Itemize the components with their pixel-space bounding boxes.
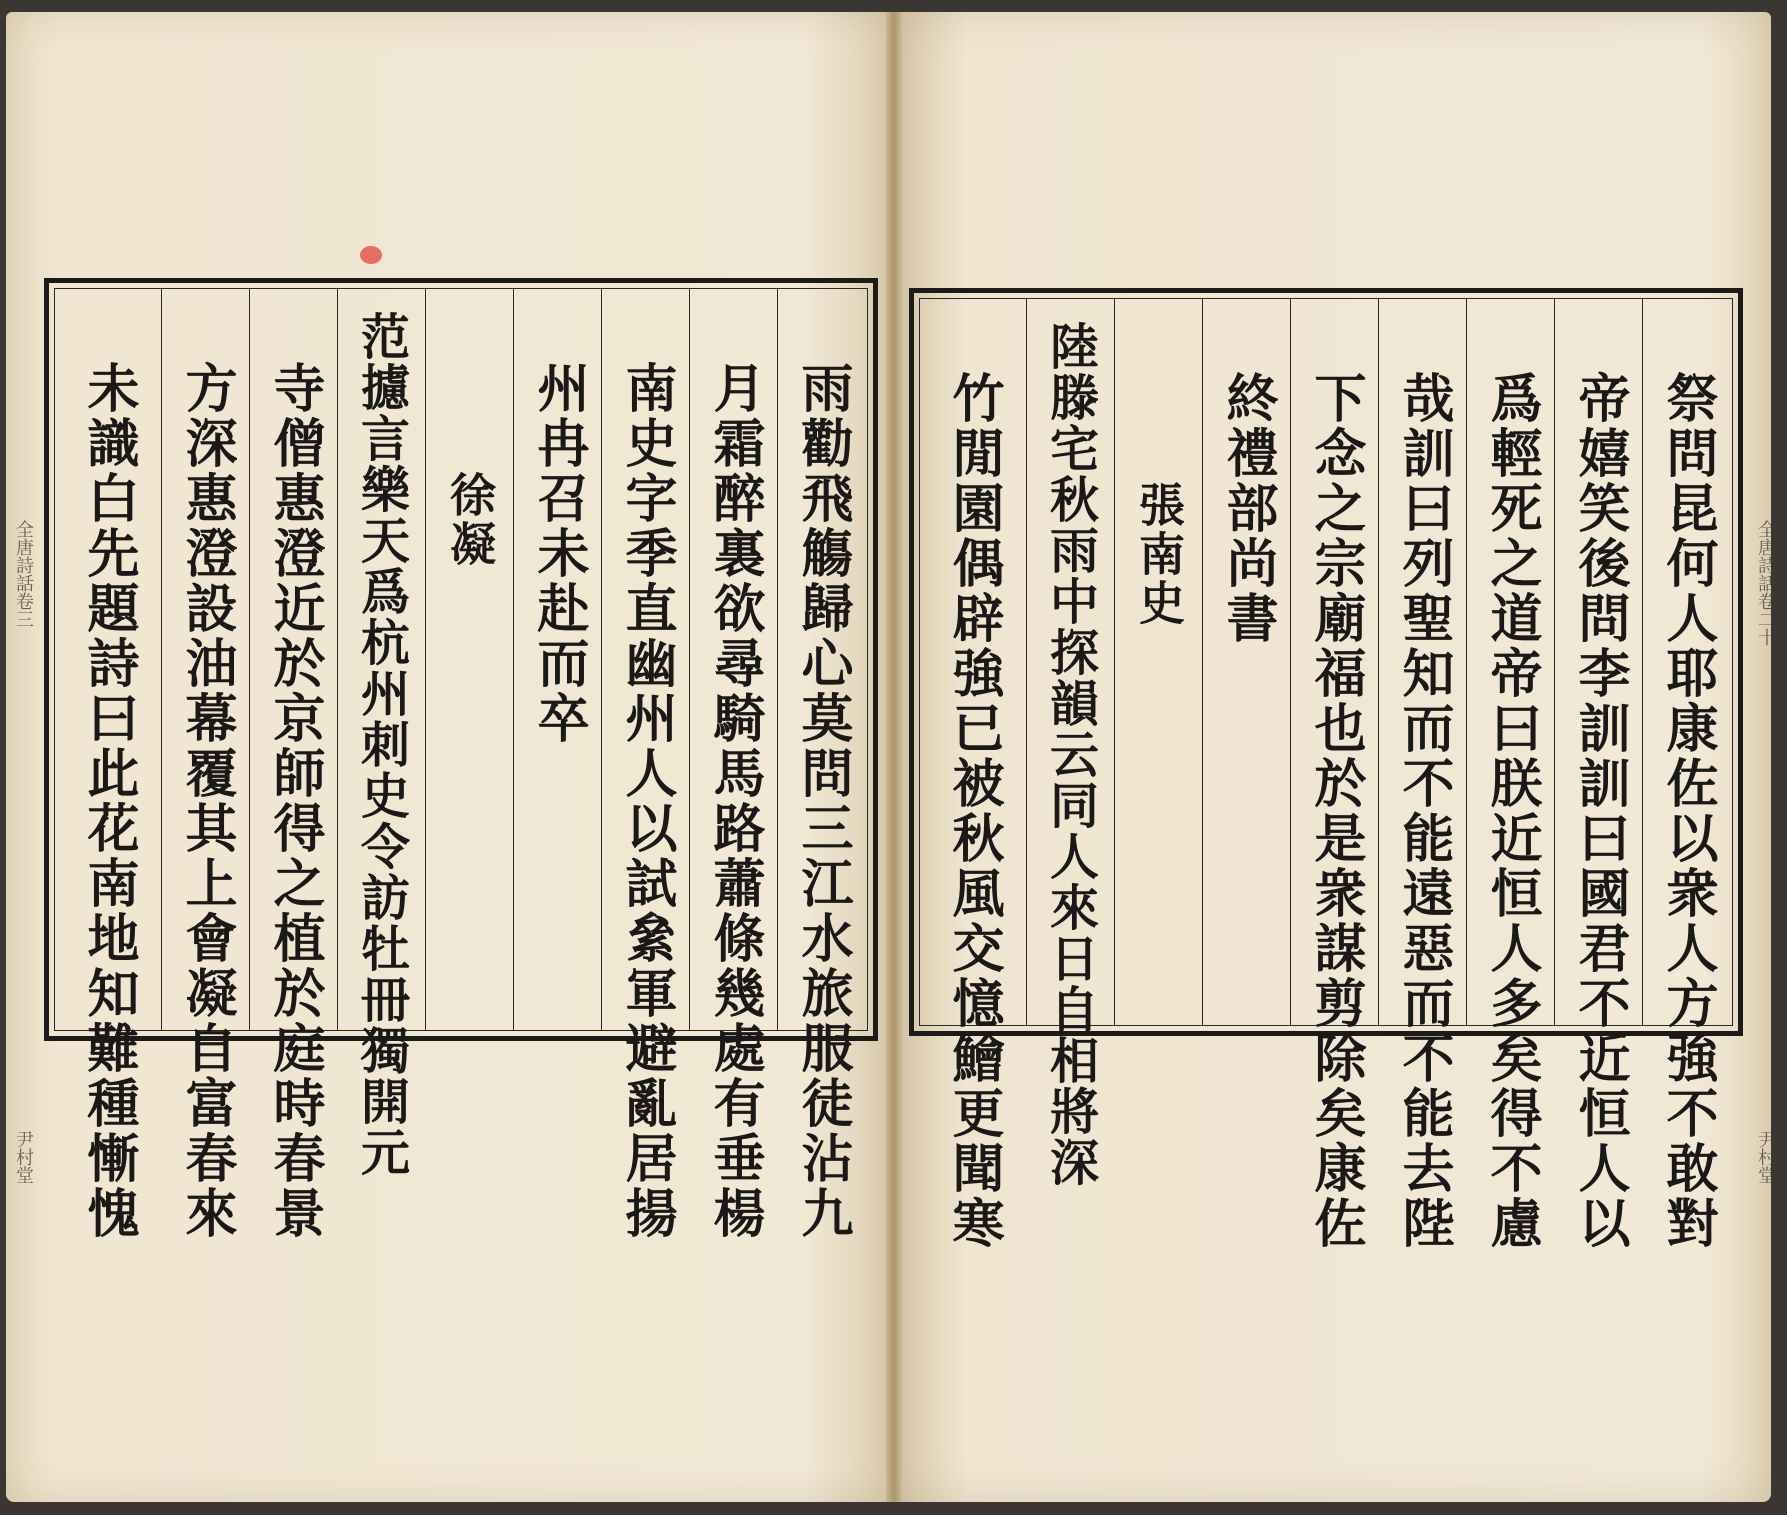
left-column-9 bbox=[55, 289, 161, 1241]
right-column-8-text: 陸滕宅秋雨中探韻云同人來日自相將深 bbox=[1042, 321, 1101, 1188]
right-text-grid bbox=[919, 298, 1733, 1251]
right-column-2 bbox=[1554, 299, 1643, 1251]
right-column-2-text: 帝嬉笑後問李訓訓曰國君不近恒人以 bbox=[1569, 371, 1630, 1251]
right-column-6-text: 終禮部尚書 bbox=[1217, 371, 1278, 646]
right-text-frame bbox=[909, 288, 1743, 1251]
right-column-9 bbox=[920, 299, 1026, 1251]
left-text-grid bbox=[54, 288, 868, 1241]
left-column-3-text: 南史字季直幽州人以試絫軍避亂居揚 bbox=[616, 361, 677, 1241]
right-column-7 bbox=[1114, 299, 1203, 1025]
right-column-1-text: 祭問昆何人耶康佐以衆人方強不敢對 bbox=[1657, 371, 1718, 1251]
right-column-1 bbox=[1642, 299, 1731, 1251]
left-column-2-text: 月霜醉裏欲尋騎馬路蕭條幾處有垂楊 bbox=[704, 361, 765, 1241]
left-column-5-text: 徐凝 bbox=[443, 471, 497, 569]
left-column-7 bbox=[249, 289, 338, 1241]
left-margin-publisher: 尹村堂 bbox=[13, 1130, 34, 1184]
left-column-8 bbox=[161, 289, 250, 1241]
left-column-3 bbox=[601, 289, 690, 1241]
right-column-3 bbox=[1466, 299, 1555, 1251]
right-column-8 bbox=[1026, 299, 1115, 1188]
left-column-5 bbox=[425, 289, 514, 1030]
left-column-7-text: 寺僧惠澄近於京師得之植於庭時春景 bbox=[264, 361, 325, 1241]
left-column-9-text: 未識白先題詩曰此花南地知難種慚愧 bbox=[78, 361, 139, 1241]
right-column-7-text: 張南史 bbox=[1132, 481, 1186, 628]
left-column-2 bbox=[689, 289, 778, 1241]
right-column-5-text: 下念之宗廟福也於是衆謀剪除矣康佐 bbox=[1305, 371, 1366, 1251]
right-column-6 bbox=[1202, 299, 1291, 1025]
left-column-1 bbox=[777, 289, 866, 1241]
right-column-9-text: 竹閒園偶辟強已被秋風交憶鱠更聞寒 bbox=[943, 371, 1004, 1251]
left-column-4 bbox=[513, 289, 602, 1030]
book-spine bbox=[886, 12, 902, 1502]
right-column-3-text: 爲輕死之道帝曰朕近恒人多矣得不慮 bbox=[1481, 371, 1542, 1251]
left-margin-title: 全唐詩話卷三 bbox=[13, 520, 34, 628]
left-column-6 bbox=[337, 289, 426, 1178]
left-column-6-text: 范攄言樂天爲杭州刺史令訪牡冊獨開元 bbox=[353, 311, 412, 1178]
left-text-frame bbox=[44, 278, 878, 1241]
right-column-5 bbox=[1290, 299, 1379, 1251]
left-column-1-text: 雨勸飛觴歸心莫問三江水旅服徒沾九 bbox=[792, 361, 853, 1241]
right-margin-title: 全唐詩話卷二十 bbox=[1755, 520, 1776, 646]
right-margin-publisher: 尹村堂 bbox=[1755, 1130, 1776, 1184]
left-column-4-text: 州冉召未赴而卒 bbox=[528, 361, 589, 746]
right-column-4 bbox=[1378, 299, 1467, 1251]
right-column-4-text: 哉訓曰列聖知而不能遠惡而不能去陛 bbox=[1393, 371, 1454, 1251]
red-seal-mark bbox=[360, 246, 382, 264]
left-column-8-text: 方深惠澄設油幕覆其上會凝自富春來 bbox=[176, 361, 237, 1241]
